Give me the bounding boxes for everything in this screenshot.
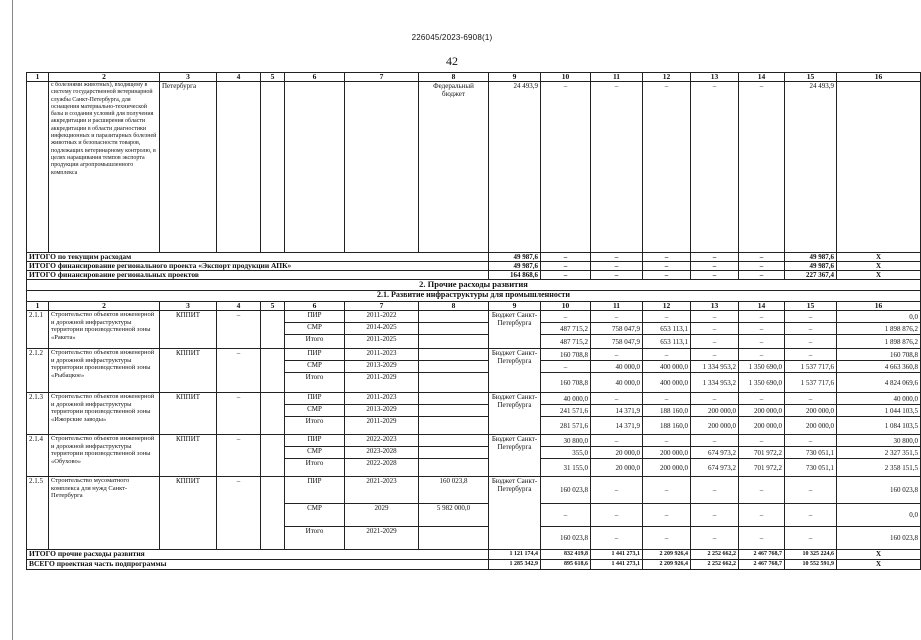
value-cell: 1 898 876,2 xyxy=(837,335,921,349)
period-cell: 2011-2025 xyxy=(345,335,419,349)
estimate-cell xyxy=(419,527,489,550)
total-value: – xyxy=(691,271,739,280)
col-header: 14 xyxy=(739,302,785,311)
project-number: 2.1.2 xyxy=(27,349,49,393)
col-header: 2 xyxy=(49,73,160,82)
estimate-cell xyxy=(419,447,489,459)
stage-cell: Итого xyxy=(285,335,345,349)
total-label: ИТОГО по текущим расходам xyxy=(27,253,489,262)
value-cell: – xyxy=(541,361,591,373)
total-value: 1 441 273,1 xyxy=(591,560,643,570)
value-cell: 20 000,0 xyxy=(591,447,643,459)
budget-table xyxy=(26,72,921,570)
value-cell: 160 708,8 xyxy=(541,349,591,361)
total-label: ИТОГО прочие расходы развития xyxy=(27,550,489,560)
value-cell: – xyxy=(643,504,691,527)
value-cell: 200 000,0 xyxy=(691,405,739,417)
value-cell: 487 715,2 xyxy=(541,323,591,335)
value-cell: – xyxy=(691,435,739,447)
value-cell: 160 023,8 xyxy=(541,527,591,550)
value-cell: 1 334 953,2 xyxy=(691,361,739,373)
total-value: 1 285 342,9 xyxy=(489,560,541,570)
col-header: 12 xyxy=(643,73,691,82)
value-cell: – xyxy=(739,311,785,323)
col-header: 3 xyxy=(160,73,217,82)
section-title: 2. Прочие расходы развития xyxy=(27,280,921,291)
value-cell: – xyxy=(691,504,739,527)
project-row xyxy=(27,349,921,361)
customer-cell: КППИТ xyxy=(160,349,217,393)
page-margin-line xyxy=(12,0,13,640)
value-cell: 653 113,1 xyxy=(643,335,691,349)
value-cell: 1 084 103,5 xyxy=(837,417,921,435)
value-cell: – xyxy=(691,393,739,405)
value-cell: 200 000,0 xyxy=(643,459,691,477)
project-name: Строительство объектов инженерной и дорожной инфраструктуры территории производственной зоны «Рыбацкое» xyxy=(49,349,160,393)
value-cell: 1 537 717,6 xyxy=(785,361,837,373)
estimate-cell xyxy=(419,311,489,323)
value-cell: – xyxy=(591,349,643,361)
value-cell: 281 571,6 xyxy=(541,417,591,435)
value-cell: – xyxy=(591,527,643,550)
col-header: 6 xyxy=(285,302,345,311)
col-header: 7 xyxy=(345,302,419,311)
value-cell: – xyxy=(739,82,785,253)
subsection-title: 2.1. Развитие инфраструктуры для промышленности xyxy=(27,291,921,302)
total-value: 895 618,6 xyxy=(541,560,591,570)
value-cell: 758 047,9 xyxy=(591,323,643,335)
value-cell: – xyxy=(541,311,591,323)
total-value: 164 868,6 xyxy=(489,271,541,280)
total-value: – xyxy=(691,262,739,271)
value-cell: 1 334 953,2 xyxy=(691,373,739,393)
stage-cell: ПИР xyxy=(285,393,345,405)
total-value: – xyxy=(643,262,691,271)
section-title-row xyxy=(27,280,921,291)
funding-source: Бюджет Санкт-Петербурга xyxy=(489,435,541,477)
project-name: Строительство объектов инженерной и дорожной инфраструктуры территории производственной зоны «Ракета» xyxy=(49,311,160,349)
total-label: ВСЕГО проектная часть подпрограммы xyxy=(27,560,489,570)
period-cell: 2021-2023 xyxy=(345,477,419,504)
period-cell: 2023-2028 xyxy=(345,447,419,459)
value-cell: 160 023,8 xyxy=(837,527,921,550)
value-cell: – xyxy=(691,311,739,323)
value-cell: – xyxy=(739,323,785,335)
value-cell: – xyxy=(691,477,739,504)
col-header: 11 xyxy=(591,302,643,311)
value-cell: – xyxy=(691,82,739,253)
period-cell: 2029 xyxy=(345,504,419,527)
continued-project-row xyxy=(27,82,921,253)
stage-cell: СМР xyxy=(285,447,345,459)
empty-cell xyxy=(261,393,285,435)
total-row xyxy=(27,550,921,560)
col-header: 5 xyxy=(261,302,285,311)
period-cell: 2011-2022 xyxy=(345,311,419,323)
total-label: ИТОГО финансирование региональных проектов xyxy=(27,271,489,280)
total-value: 49 987,6 xyxy=(489,262,541,271)
total-value: – xyxy=(643,253,691,262)
stage-cell: СМР xyxy=(285,405,345,417)
value-cell: – xyxy=(643,477,691,504)
value-cell: 355,0 xyxy=(541,447,591,459)
value-cell: 24 493,9 xyxy=(785,82,837,253)
estimate-cell xyxy=(419,361,489,373)
total-value: – xyxy=(541,253,591,262)
total-mark: Х xyxy=(837,253,921,262)
estimate-cell xyxy=(419,323,489,335)
value-cell: 20 000,0 xyxy=(591,459,643,477)
page-number: 42 xyxy=(446,54,458,68)
value-cell: 1 350 690,0 xyxy=(739,361,785,373)
col-header: 13 xyxy=(691,302,739,311)
value-cell: – xyxy=(785,335,837,349)
value-cell: – xyxy=(643,82,691,253)
value-cell: 188 160,0 xyxy=(643,405,691,417)
value-cell: – xyxy=(643,435,691,447)
value-cell: 188 160,0 xyxy=(643,417,691,435)
stage-cell: ПИР xyxy=(285,311,345,323)
col-header: 15 xyxy=(785,302,837,311)
value-cell: – xyxy=(591,504,643,527)
stage-cell: Итого xyxy=(285,417,345,435)
value-cell: 2 358 151,5 xyxy=(837,459,921,477)
col-header: 12 xyxy=(643,302,691,311)
total-value: 1 121 174,4 xyxy=(489,550,541,560)
col-header: 16 xyxy=(837,73,921,82)
total-value: – xyxy=(591,253,643,262)
value-cell: – xyxy=(691,349,739,361)
col-header: 13 xyxy=(691,73,739,82)
value-cell: – xyxy=(591,393,643,405)
col-header: 10 xyxy=(541,302,591,311)
total-value: – xyxy=(643,271,691,280)
col-header: 9 xyxy=(489,302,541,311)
value-cell: – xyxy=(643,311,691,323)
funding-source: Бюджет Санкт-Петербурга xyxy=(489,393,541,435)
value-cell: – xyxy=(739,527,785,550)
value-cell: 200 000,0 xyxy=(739,417,785,435)
value-cell: – xyxy=(739,349,785,361)
value-cell: – xyxy=(739,435,785,447)
value-cell: – xyxy=(591,82,643,253)
period-cell: 2011-2023 xyxy=(345,393,419,405)
value-cell: 160 708,8 xyxy=(541,373,591,393)
value-cell: – xyxy=(739,477,785,504)
value-cell: 160 023,8 xyxy=(541,477,591,504)
value-cell: – xyxy=(643,349,691,361)
project-name: Строительство объектов инженерной и дорожной инфраструктуры территории производственной зоны «Обухово» xyxy=(49,435,160,477)
value-cell: 30 800,0 xyxy=(541,435,591,447)
funding-source: Федеральный бюджет xyxy=(419,82,489,253)
value-cell: 31 155,0 xyxy=(541,459,591,477)
total-value: – xyxy=(591,262,643,271)
value-cell: – xyxy=(785,323,837,335)
project-row xyxy=(27,435,921,447)
col-header: 6 xyxy=(285,73,345,82)
stage-cell: Итого xyxy=(285,459,345,477)
value-cell: – xyxy=(739,504,785,527)
document-id: 226045/2023-6908(1) xyxy=(411,33,493,42)
total-value: 49 987,6 xyxy=(785,262,837,271)
value-cell: 1 537 717,6 xyxy=(785,373,837,393)
value-cell: 758 047,9 xyxy=(591,335,643,349)
col-header: 3 xyxy=(160,302,217,311)
estimate-cell: 160 023,8 xyxy=(419,477,489,504)
total-value: 2 209 926,4 xyxy=(643,560,691,570)
value-cell: 200 000,0 xyxy=(785,417,837,435)
total-row xyxy=(27,560,921,570)
col-header: 16 xyxy=(837,302,921,311)
value-cell: 701 972,2 xyxy=(739,459,785,477)
value-cell: – xyxy=(785,435,837,447)
dash-cell: – xyxy=(217,435,261,477)
estimate-cell xyxy=(419,373,489,393)
estimate-cell: 5 982 000,0 xyxy=(419,504,489,527)
customer-cell: КППИТ xyxy=(160,393,217,435)
period-cell: 2011-2029 xyxy=(345,417,419,435)
funding-source: Бюджет Санкт-Петербурга xyxy=(489,477,541,550)
value-cell: – xyxy=(785,477,837,504)
stage-cell: СМР xyxy=(285,504,345,527)
total-value: – xyxy=(739,253,785,262)
col-header: 1 xyxy=(27,73,49,82)
value-cell: 40 000,0 xyxy=(591,361,643,373)
period-cell: 2021-2029 xyxy=(345,527,419,550)
customer-cell: КППИТ xyxy=(160,435,217,477)
col-header: 10 xyxy=(541,73,591,82)
total-mark: Х xyxy=(837,560,921,570)
project-number: 2.1.5 xyxy=(27,477,49,550)
stage-cell: ПИР xyxy=(285,477,345,504)
total-value: 1 441 273,1 xyxy=(591,550,643,560)
total-value: 49 987,6 xyxy=(785,253,837,262)
value-cell: 487 715,2 xyxy=(541,335,591,349)
period-cell: 2022-2028 xyxy=(345,459,419,477)
value-cell: 674 973,2 xyxy=(691,459,739,477)
total-value: 2 467 768,7 xyxy=(739,560,785,570)
period-cell: 2022-2023 xyxy=(345,435,419,447)
project-name: с болезнями животных), входящему в систему государственной ветеринарной службы Санкт-Петербурга, для оснащения материально-технической базы и создания условий для получения аккредитации и расширения области аккредитации в области диагностики инфекционных и паразитарных болезней животных и безопасности товаров, подлежащих ветеринарному контролю, в целях наращивания темпов экспорта продукции агропромышленного комплекса xyxy=(49,82,160,253)
value-cell: – xyxy=(591,477,643,504)
value-cell: 40 000,0 xyxy=(837,393,921,405)
period-cell: 2011-2023 xyxy=(345,349,419,361)
value-cell: – xyxy=(785,504,837,527)
column-numbers-row xyxy=(27,73,921,82)
total-label: ИТОГО финансирование регионального проекта «Экспорт продукции АПК» xyxy=(27,262,489,271)
total-value: 227 367,4 xyxy=(785,271,837,280)
customer-cell: Петербурга xyxy=(160,82,217,253)
total-value: – xyxy=(739,271,785,280)
estimate-cell xyxy=(419,459,489,477)
value-cell: 653 113,1 xyxy=(643,323,691,335)
dash-cell: – xyxy=(217,477,261,550)
col-header: 7 xyxy=(345,73,419,82)
value-cell: 200 000,0 xyxy=(691,417,739,435)
total-value: 832 419,8 xyxy=(541,550,591,560)
total-value: – xyxy=(541,271,591,280)
estimate-cell xyxy=(419,335,489,349)
project-name: Строительство мусоматного комплекса для нужд Санкт-Петербурга xyxy=(49,477,160,550)
dash-cell: – xyxy=(217,349,261,393)
value-cell: 40 000,0 xyxy=(541,393,591,405)
value-cell: 14 371,9 xyxy=(591,405,643,417)
project-row xyxy=(27,393,921,405)
stage-cell: Итого xyxy=(285,527,345,550)
estimate-cell xyxy=(419,349,489,361)
stage-cell: ПИР xyxy=(285,349,345,361)
empty-cell xyxy=(261,311,285,349)
total-value: – xyxy=(739,262,785,271)
col-header: 5 xyxy=(261,73,285,82)
total-value: 49 987,6 xyxy=(489,253,541,262)
value-cell: – xyxy=(691,335,739,349)
value-cell: – xyxy=(785,393,837,405)
total-value: 2 252 662,2 xyxy=(691,560,739,570)
project-number: 2.1.1 xyxy=(27,311,49,349)
project-number: 2.1.3 xyxy=(27,393,49,435)
value-cell: – xyxy=(785,349,837,361)
value-cell: – xyxy=(643,527,691,550)
col-header: 1 xyxy=(27,302,49,311)
value-cell: 674 973,2 xyxy=(691,447,739,459)
dash-cell: – xyxy=(217,393,261,435)
project-row xyxy=(27,477,921,504)
estimate-cell xyxy=(419,417,489,435)
value-cell: 160 023,8 xyxy=(837,477,921,504)
col-header: 8 xyxy=(419,73,489,82)
col-header: 4 xyxy=(217,302,261,311)
total-mark: Х xyxy=(837,550,921,560)
empty-cell xyxy=(261,477,285,550)
funding-source: Бюджет Санкт-Петербурга xyxy=(489,349,541,393)
value-cell: 1 350 690,0 xyxy=(739,373,785,393)
estimate-cell xyxy=(419,435,489,447)
project-name: Строительство объектов инженерной и дорожной инфраструктуры территории производственной зоны «Ижорские заводы» xyxy=(49,393,160,435)
empty-cell xyxy=(261,349,285,393)
total-value: 2 209 926,4 xyxy=(643,550,691,560)
estimate-cell xyxy=(419,405,489,417)
value-cell: 0,0 xyxy=(837,504,921,527)
value-cell: 730 051,1 xyxy=(785,447,837,459)
period-cell: 2011-2029 xyxy=(345,373,419,393)
col-header: 8 xyxy=(419,302,489,311)
project-number: 2.1.4 xyxy=(27,435,49,477)
value-cell: – xyxy=(591,435,643,447)
period-cell: 2014-2025 xyxy=(345,323,419,335)
funding-source: Бюджет Санкт-Петербурга xyxy=(489,311,541,349)
value-cell: 0,0 xyxy=(837,311,921,323)
value-cell: 40 000,0 xyxy=(591,373,643,393)
total-value: 2 467 768,7 xyxy=(739,550,785,560)
project-row xyxy=(27,311,921,323)
estimate-cell xyxy=(419,393,489,405)
value-cell: – xyxy=(785,311,837,323)
value-cell: 200 000,0 xyxy=(785,405,837,417)
value-cell: 400 000,0 xyxy=(643,361,691,373)
value-cell: – xyxy=(541,82,591,253)
empty-cell xyxy=(261,435,285,477)
period-cell: 2013-2029 xyxy=(345,405,419,417)
value-cell: – xyxy=(591,311,643,323)
col-header: 4 xyxy=(217,73,261,82)
value-cell: 241 571,6 xyxy=(541,405,591,417)
total-value: – xyxy=(591,271,643,280)
customer-cell: КППИТ xyxy=(160,477,217,550)
total-value: 10 552 591,9 xyxy=(785,560,837,570)
value-cell: 4 824 069,6 xyxy=(837,373,921,393)
col-header: 15 xyxy=(785,73,837,82)
value-cell: 730 051,1 xyxy=(785,459,837,477)
value-cell: 701 972,2 xyxy=(739,447,785,459)
dash-cell: – xyxy=(217,311,261,349)
value-cell: 1 044 103,5 xyxy=(837,405,921,417)
value-cell: – xyxy=(643,393,691,405)
col-header: 2 xyxy=(49,302,160,311)
subsection-title-row xyxy=(27,291,921,302)
total-mark: Х xyxy=(837,262,921,271)
period-cell: 2013-2029 xyxy=(345,361,419,373)
stage-cell: СМР xyxy=(285,361,345,373)
stage-cell: СМР xyxy=(285,323,345,335)
total-value: – xyxy=(541,262,591,271)
value-cell: – xyxy=(785,527,837,550)
value-cell: 1 898 876,2 xyxy=(837,323,921,335)
column-numbers-row xyxy=(27,302,921,311)
value-cell: 160 708,8 xyxy=(837,349,921,361)
value-cell: 30 800,0 xyxy=(837,435,921,447)
value-cell: – xyxy=(541,504,591,527)
col-header: 14 xyxy=(739,73,785,82)
value-cell: 14 371,9 xyxy=(591,417,643,435)
total-value: 2 252 662,2 xyxy=(691,550,739,560)
stage-cell: ПИР xyxy=(285,435,345,447)
value-cell: – xyxy=(691,527,739,550)
value-cell: 200 000,0 xyxy=(643,447,691,459)
value-cell: – xyxy=(739,393,785,405)
value-cell: – xyxy=(739,335,785,349)
total-value: 10 325 224,6 xyxy=(785,550,837,560)
value-cell: 2 327 351,5 xyxy=(837,447,921,459)
value-cell: – xyxy=(691,323,739,335)
value-cell: 400 000,0 xyxy=(643,373,691,393)
total-value: – xyxy=(691,253,739,262)
total-mark: Х xyxy=(837,271,921,280)
value-cell: 200 000,0 xyxy=(739,405,785,417)
stage-cell: Итого xyxy=(285,373,345,393)
value-cell: 4 663 360,8 xyxy=(837,361,921,373)
customer-cell: КППИТ xyxy=(160,311,217,349)
col-header: 11 xyxy=(591,73,643,82)
col-header: 9 xyxy=(489,73,541,82)
value-cell: 24 493,9 xyxy=(489,82,541,253)
